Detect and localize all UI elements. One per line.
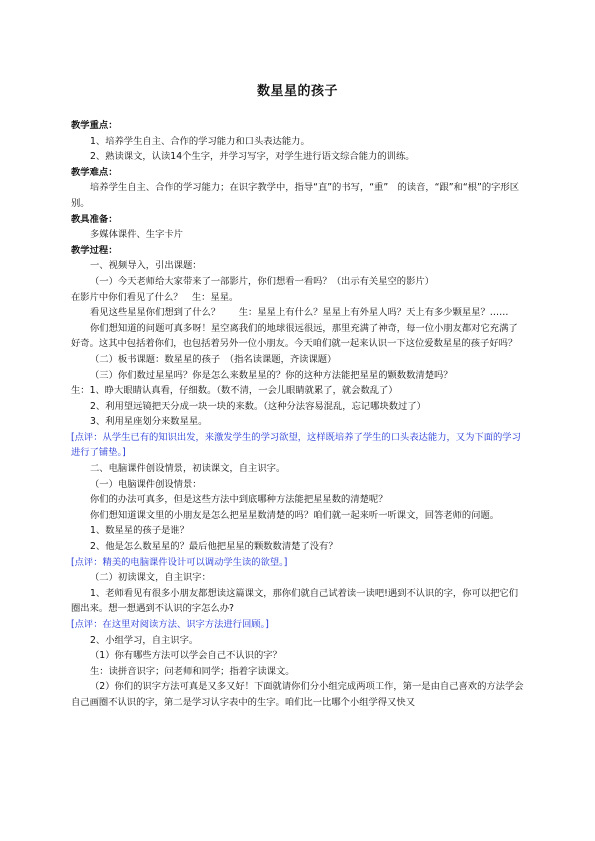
section-heading: 教学过程： — [71, 244, 118, 256]
paragraph: （三）你们数过星星吗？你是怎么来数星星的？你的这种方法能把星星的颗数数清楚吗？ — [90, 369, 453, 381]
paragraph: （2）你们的识字方法可真是又多又好！下面就请你们分小组完成两项工作，第一是由自己喜欢的方法学会自己画圈不认识的字，第二是学习认字表中的生字。咱们比一比哪个小组学得又快又 — [71, 681, 524, 708]
document-title: 数星星的孩子 — [256, 84, 338, 99]
paragraph: （一）今天老师给大家带来了一部影片，你们想看一看吗？（出示有关星空的影片） — [90, 275, 434, 287]
comment-note: [点评：从学生已有的知识出发，来激发学生的学习欲望，这样既培养了学生的口头表达能力，又为下面的学习进行了铺垫。] — [71, 431, 521, 459]
paragraph: 2、小组学习，自主识字。 — [90, 634, 199, 646]
paragraph: （一）电脑课件创设情景： — [90, 478, 202, 490]
comment-note: [点评：精美的电脑课件设计可以调动学生读的欲望。] — [71, 556, 288, 568]
paragraph: 1、数星星的孩子是谁？ — [90, 525, 189, 537]
paragraph: 2、熟读课文，认读14个生字，并学习写字，对学生进行语文综合能力的训练。 — [90, 151, 415, 163]
section-heading: 教学难点： — [71, 166, 118, 178]
paragraph: 生：1、睁大眼睛认真看，仔细数。（数不清，一会儿眼睛就累了，就会数乱了） — [71, 385, 398, 397]
paragraph: 1、培养学生自主、合作的学习能力和口头表达能力。 — [90, 135, 310, 147]
paragraph: 2、他是怎么数星星的？最后他把星星的颗数数清楚了没有？ — [90, 541, 338, 553]
section-heading: 教具准备： — [71, 213, 118, 225]
paragraph: （二）板书课题：数星星的孩子 （指名读课题，齐读课题） — [90, 353, 337, 365]
paragraph: 你们的办法可真多，但是这些方法中到底哪种方法能把星星数的清楚呢？ — [90, 494, 388, 506]
document-body — [71, 118, 524, 711]
paragraph: 培养学生自主、合作的学习能力；在识字教学中，指导“直”的书写，“重” 的读音，“跟”和“根”的字形区别。 — [71, 182, 520, 209]
paragraph: 看见这些星星你们想到了什么？ 生：星星上有什么？星星上有外星人吗？天上有多少颗星星？…… — [90, 307, 509, 319]
paragraph: 3、利用星座划分来数星星。 — [90, 416, 208, 428]
paragraph: 1、老师看见有很多小朋友都想读这篇课文，那你们就自己试着读一读吧!遇到不认识的字，你可以把它们圈出来。想一想遇到不认识的字怎么办? — [71, 587, 519, 615]
paragraph: 2、利用望远镜把天分成一块一块的来数。（这种分法容易混乱，忘记哪块数过了） — [90, 400, 426, 412]
section-heading: 教学重点： — [71, 120, 118, 131]
paragraph: 在影片中你们看见了什么？ 生：星星。 — [71, 291, 239, 303]
paragraph: （1）你有哪些方法可以学会自己不认识的字？ — [90, 650, 282, 662]
paragraph: 生：读拼音识字；问老师和同学；指着字读课文。 — [90, 665, 295, 677]
paragraph: 二、电脑课件创设情景，初读课文，自主识字。 — [90, 463, 286, 475]
paragraph: （二）初读课文，自主识字： — [90, 572, 211, 584]
paragraph: 你们想知道的问题可真多呀！星空离我们的地球很远很远，那里充满了神奇，每一位小朋友都对它充满了好奇。这其中包括着你们，也包括着另外一位小朋友。今天咱们就一起来认识一下这位爱数星星的孩子好吗？ — [71, 322, 518, 350]
paragraph: 一、视频导入，引出课题： — [90, 260, 202, 272]
comment-note: [点评：在这里对阅读方法、识字方法进行回顾。] — [71, 619, 269, 630]
paragraph: 多媒体课件、生字卡片 — [90, 229, 183, 241]
paragraph: 你们想知道课文里的小朋友是怎么把星星数清楚的吗？咱们就一起来听一听课文，回答老师的问题。 — [90, 509, 500, 521]
